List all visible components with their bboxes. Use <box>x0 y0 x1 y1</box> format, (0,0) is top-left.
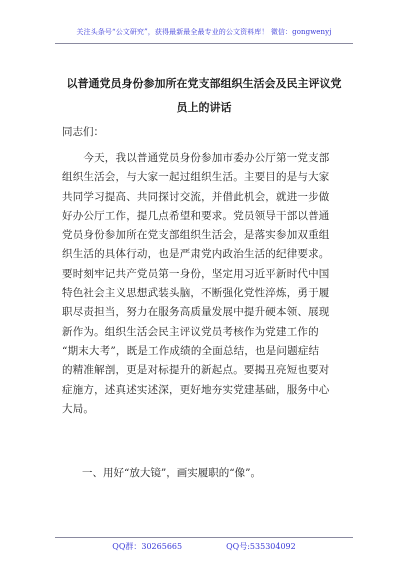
footer-divider <box>55 537 353 538</box>
body-line: “期末大考”，既是工作成绩的全面总结，也是问题症结 <box>62 344 320 357</box>
body-line: 党员身份参加所在党支部组织生活会，是落实参加双重组 <box>62 229 330 242</box>
footer-qq-number: QQ号:535304092 <box>226 542 296 551</box>
body-line: 大局。 <box>62 402 95 415</box>
body-line: 组织生活会，与大家一起过组织生活。主要目的是与大家 <box>62 171 330 184</box>
section-heading: 一、用好“放大镜”，画实履职的“像”。 <box>82 467 261 479</box>
body-line: 症施方，述真述实述深，更好地夯实党建基础，服务中心 <box>62 383 330 396</box>
footer <box>0 541 408 552</box>
body-line: 共同学习提高、共同探讨交流，并借此机会，就进一步做 <box>62 190 330 203</box>
body-line: 职尽责担当，努力在服务高质量发展中提升硬本领、展现 <box>62 306 330 319</box>
body-line: 好办公厅工作，提几点希望和要求。党员领导干部以普通 <box>62 209 330 222</box>
body-line: 织生活的具体行动，也是严肃党内政治生活的纪律要求。 <box>62 248 330 261</box>
body-line: 的精准解剖，更是对标提升的新起点。要揭丑亮短也要对 <box>62 364 330 377</box>
body-line: 特色社会主义思想武装头脑，不断强化党性淬炼，勇于履 <box>62 287 330 300</box>
body-paragraph <box>62 149 352 419</box>
footer-qq-group: QQ群：30265665 <box>112 542 183 551</box>
body-line: 今天，我以普通党员身份参加市委办公厅第一党支部 <box>62 152 330 164</box>
header-banner: 关注头条号“公文研究”，获得最新最全最专业的公文资料库！ 微信：gongwenyj <box>76 28 332 36</box>
title-line-1: 以普通党员身份参加所在党支部组织生活会及民主评议党 <box>66 77 342 90</box>
header-divider <box>55 43 353 44</box>
body-line: 要时刻牢记共产党员第一身份，坚定用习近平新时代中国 <box>62 267 330 280</box>
salutation: 同志们： <box>62 126 104 138</box>
title-line-2: 员上的讲话 <box>176 101 232 114</box>
body-line: 新作为。组织生活会民主评议党员考核作为党建工作的 <box>62 325 319 338</box>
document-title <box>62 72 346 120</box>
